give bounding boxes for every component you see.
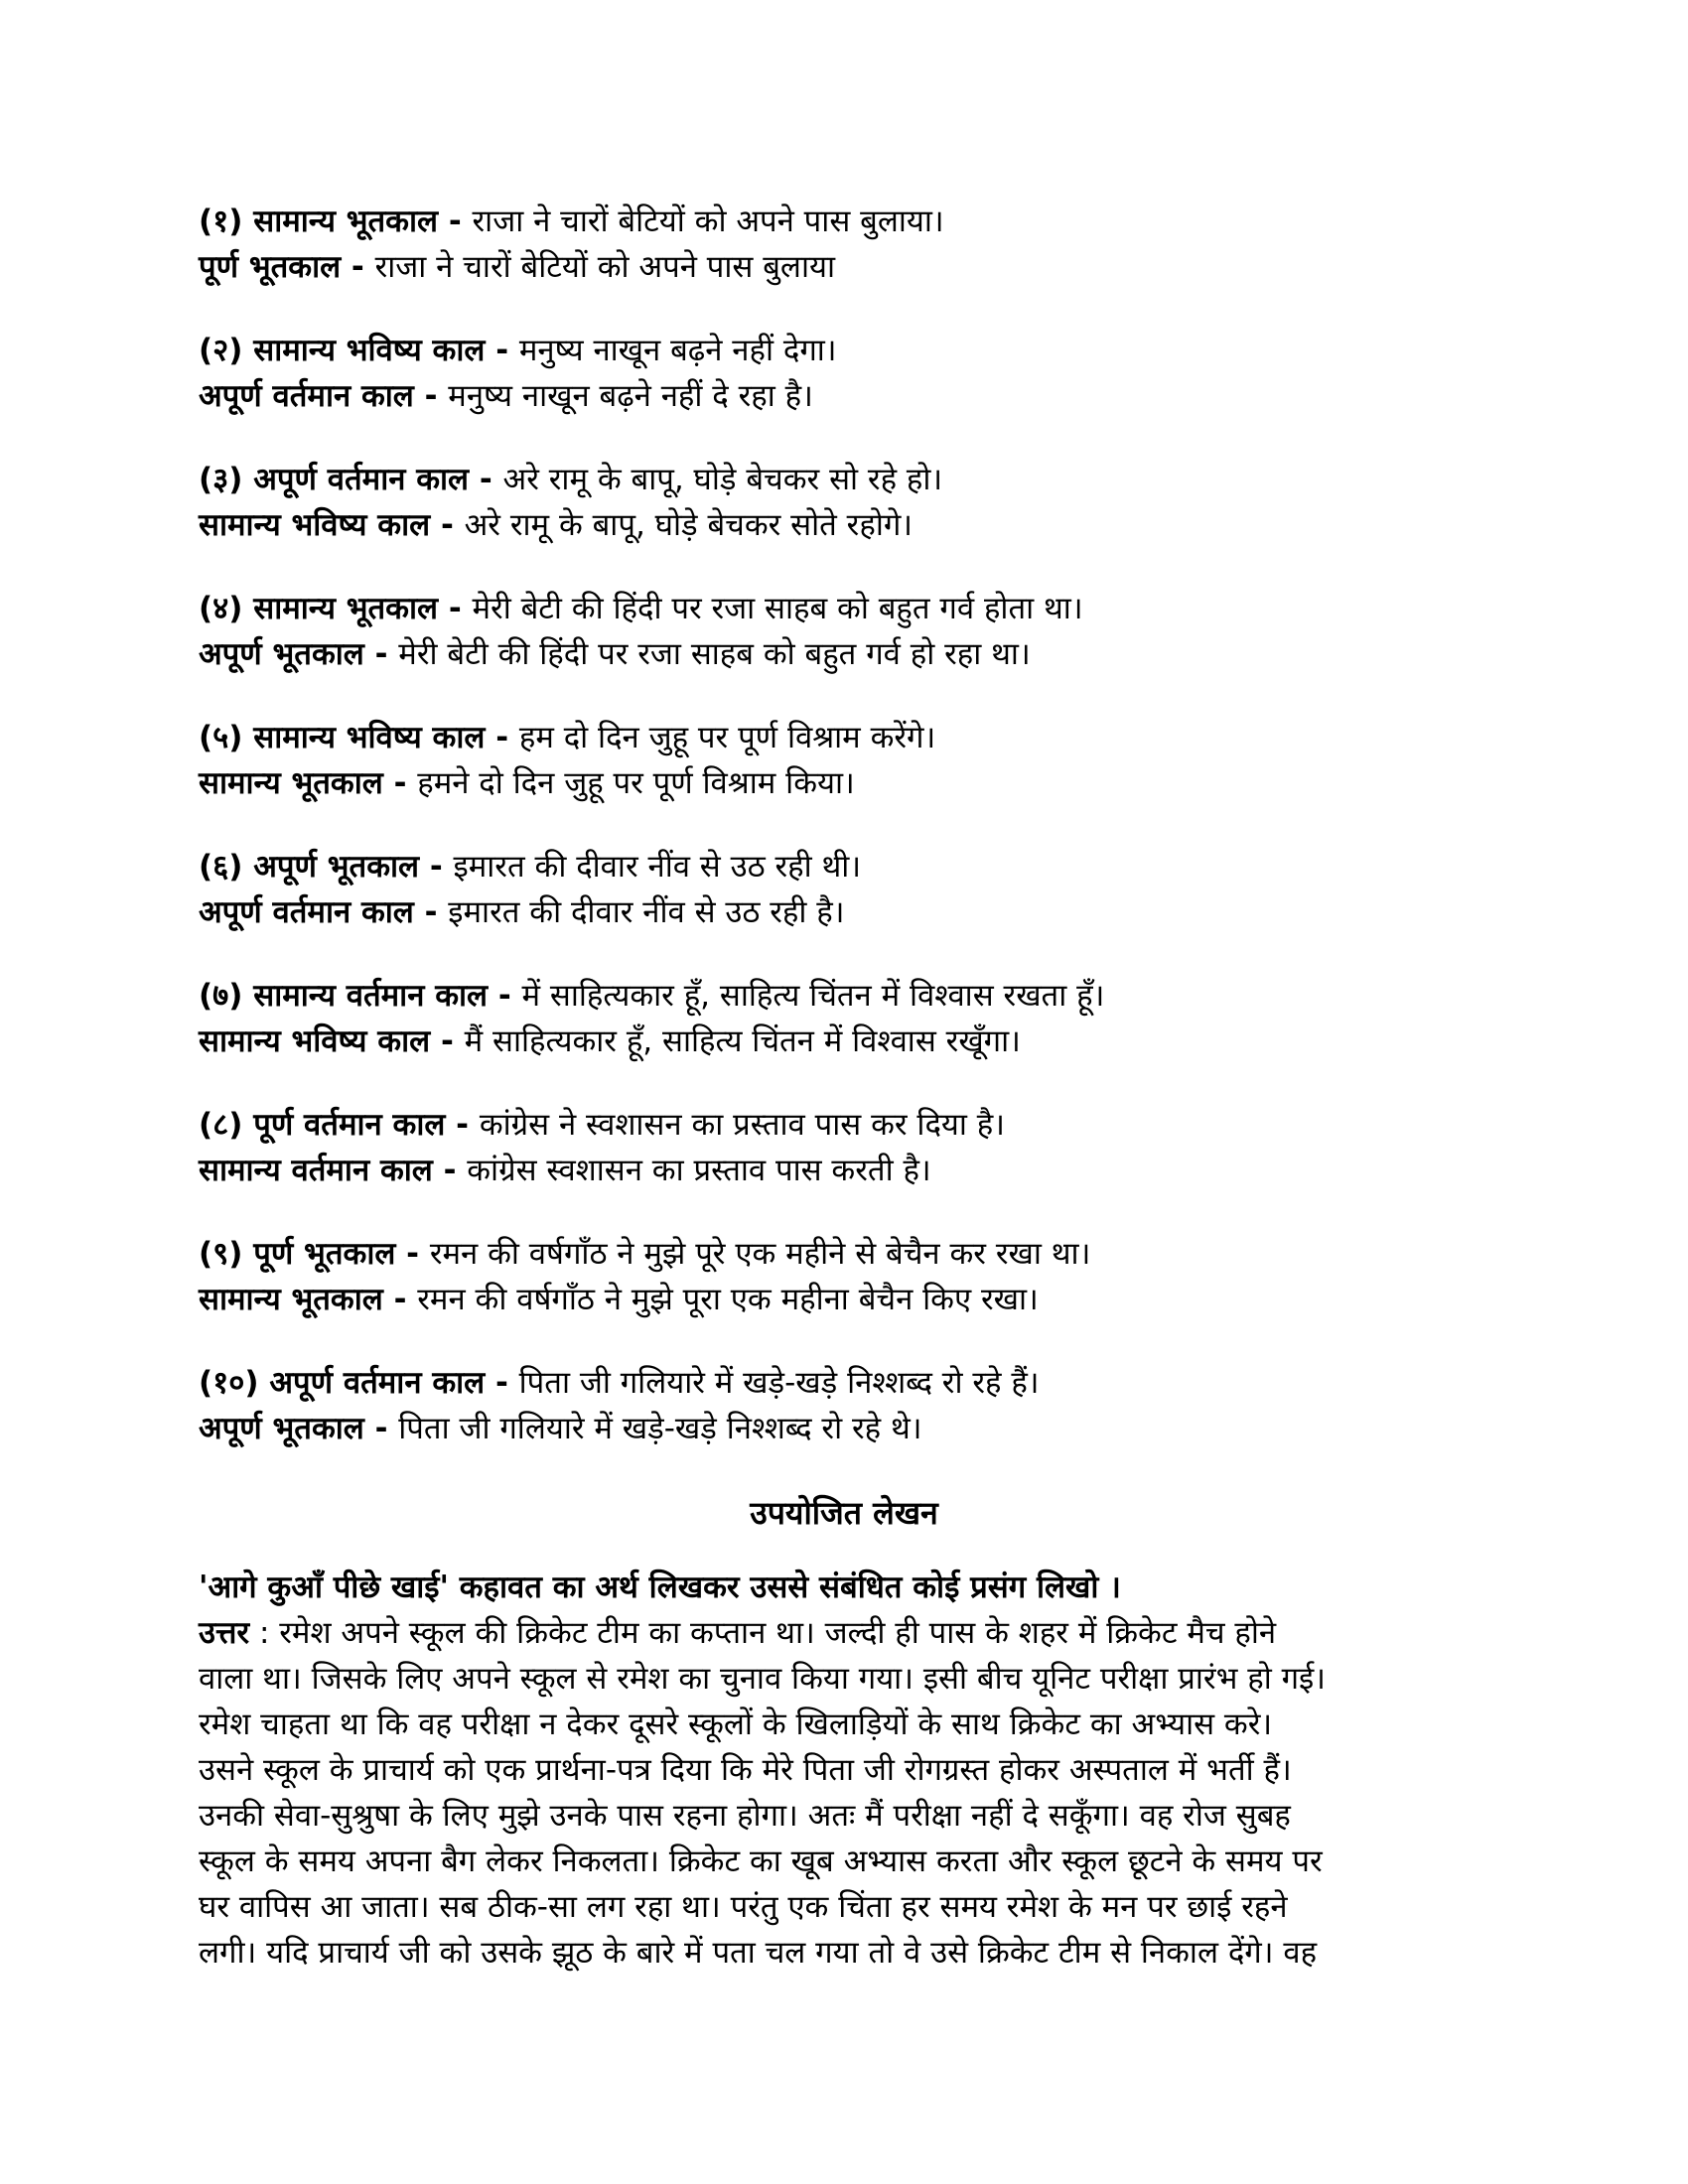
sentence-text: मैं साहित्यकार हूँ, साहित्य चिंतन में विश्वास रखूँगा। [464,1024,1021,1059]
tense-pair [199,1231,1489,1322]
sentence-text: कांग्रेस स्वशासन का प्रस्ताव पास करती है। [467,1153,931,1188]
tense-label: अपूर्ण वर्तमान काल - [199,378,449,414]
tense-label: (४) सामान्य भूतकाल - [199,591,473,626]
tense-line [199,457,1489,502]
tense-line [199,373,1489,419]
tense-label: (८) पूर्ण वर्तमान काल - [199,1107,480,1143]
tense-line [199,502,1489,548]
sentence-text: पिता जी गलियारे में खड़े-खड़े निश्शब्द रो रहे थे। [398,1411,922,1446]
document-page [199,199,1489,1976]
sentence-text: मेरी बेटी की हिंदी पर रजा साहब को बहुत गर्व होता था। [472,591,1083,626]
tense-pair [199,199,1489,290]
tense-label: पूर्ण भूतकाल - [199,249,375,285]
tense-label: अपूर्ण भूतकाल - [199,636,399,672]
sentence-text: कांग्रेस ने स्वशासन का प्रस्ताव पास कर दिया है। [479,1107,1005,1143]
tense-pair [199,1102,1489,1193]
sentence-text: राजा ने चारों बेटियों को अपने पास बुलाया [374,249,835,285]
tense-line [199,760,1489,806]
tense-line [199,1019,1489,1064]
tense-label: (९) पूर्ण भूतकाल - [199,1236,430,1272]
tense-line [199,844,1489,889]
sentence-text: मनुष्य नाखून बढ़ने नहीं दे रहा है। [448,378,813,414]
tense-label: सामान्य भूतकाल - [199,1282,418,1317]
tense-label: सामान्य भूतकाल - [199,765,418,801]
answer-line: घर वापिस आ जाता। सब ठीक-सा लग रहा था। परंतु एक चिंता हर समय रमेश के मन पर छाई रहने [199,1889,1288,1925]
tense-label: अपूर्ण भूतकाल - [199,1411,399,1446]
tense-pair [199,973,1489,1064]
tense-line [199,1360,1489,1406]
answer-label: उत्तर [199,1615,250,1651]
tense-pair [199,328,1489,419]
tense-line [199,586,1489,631]
tense-label: सामान्य भविष्य काल - [199,1024,465,1059]
tense-line [199,973,1489,1019]
tense-line [199,889,1489,935]
tense-line [199,199,1489,244]
tense-label: सामान्य भविष्य काल - [199,507,465,543]
question-text: 'आगे कुआँ पीछे खाई' कहावत का अर्थ लिखकर उससे संबंधित कोई प्रसंग लिखो । [199,1570,1121,1605]
tense-conversion-list [199,199,1489,1451]
tense-label: (२) सामान्य भविष्य काल - [199,333,519,368]
answer-line [199,1610,1489,1656]
tense-line [199,1277,1489,1322]
tense-line [199,244,1489,290]
tense-pair [199,844,1489,935]
tense-line [199,1231,1489,1277]
tense-label: (१०) अपूर्ण वर्तमान काल - [199,1365,519,1401]
tense-line [199,1406,1489,1451]
sentence-text: हम दो दिन जुहू पर पूर्ण विश्राम करेंगे। [518,720,936,755]
tense-line [199,328,1489,373]
tense-pair [199,457,1489,548]
answer-line: वाला था। जिसके लिए अपने स्कूल से रमेश का चुनाव किया गया। इसी बीच यूनिट परीक्षा प्रारंभ हो गई। [199,1661,1327,1697]
tense-line [199,715,1489,760]
sentence-text: मेरी बेटी की हिंदी पर रजा साहब को बहुत गर्व हो रहा था। [398,636,1031,672]
section-heading: उपयोजित लेखन [750,1494,938,1532]
tense-label: (६) अपूर्ण भूतकाल - [199,849,454,885]
answer-block [199,1610,1489,1976]
sentence-text: इमारत की दीवार नींव से उठ रही थी। [453,849,862,885]
tense-pair [199,586,1489,677]
answer-line: उसने स्कूल के प्राचार्य को एक प्रार्थना-पत्र दिया कि मेरे पिता जी रोगग्रस्त होकर अस्पताल में भर्ती हैं। [199,1752,1292,1788]
sentence-text: रमन की वर्षगाँठ ने मुझे पूरा एक महीना बेचैन किए रखा। [417,1282,1039,1317]
sentence-text: पिता जी गलियारे में खड़े-खड़े निश्शब्द रो रहे हैं। [518,1365,1040,1401]
tense-label: (७) सामान्य वर्तमान काल - [199,978,522,1014]
tense-label: अपूर्ण वर्तमान काल - [199,894,449,930]
sentence-text: हमने दो दिन जुहू पर पूर्ण विश्राम किया। [417,765,855,801]
sentence-text: अरे रामू के बापू, घोड़े बेचकर सोते रहोगे। [464,507,914,543]
tense-label: सामान्य वर्तमान काल - [199,1153,468,1188]
sentence-text: अरे रामू के बापू, घोड़े बेचकर सो रहे हो। [502,462,943,497]
tense-label: (३) अपूर्ण वर्तमान काल - [199,462,503,497]
sentence-text: राजा ने चारों बेटियों को अपने पास बुलाया। [472,204,944,239]
tense-line [199,631,1489,677]
answer-line: स्कूल के समय अपना बैग लेकर निकलता। क्रिकेट का खूब अभ्यास करता और स्कूल छूटने के समय पर [199,1843,1323,1879]
answer-line: उनकी सेवा-सुश्रुषा के लिए मुझे उनके पास रहना होगा। अतः मैं परीक्षा नहीं दे सकूँगा। वह रोज सुबह [199,1798,1291,1834]
tense-pair [199,715,1489,806]
sentence-text: रमन की वर्षगाँठ ने मुझे पूरे एक महीने से बेचैन कर रखा था। [429,1236,1091,1272]
answer-text: : रमेश अपने स्कूल की क्रिकेट टीम का कप्तान था। जल्दी ही पास के शहर में क्रिकेट मैच होने [249,1615,1277,1651]
tense-label: (१) सामान्य भूतकाल - [199,204,473,239]
tense-pair [199,1360,1489,1451]
tense-line [199,1148,1489,1193]
tense-line [199,1102,1489,1148]
sentence-text: इमारत की दीवार नींव से उठ रही है। [448,894,845,930]
answer-line: रमेश चाहता था कि वह परीक्षा न देकर दूसरे स्कूलों के खिलाड़ियों के साथ क्रिकेट का अभ्यास करे। [199,1706,1273,1742]
sentence-text: मनुष्य नाखून बढ़ने नहीं देगा। [518,333,837,368]
sentence-text: में साहित्यकार हूँ, साहित्य चिंतन में विश्वास रखता हूँ। [521,978,1105,1014]
answer-line: लगी। यदि प्राचार्य जी को उसके झूठ के बारे में पता चल गया तो वे उसे क्रिकेट टीम से निकाल देंगे। वह [199,1935,1318,1971]
tense-label: (५) सामान्य भविष्य काल - [199,720,519,755]
